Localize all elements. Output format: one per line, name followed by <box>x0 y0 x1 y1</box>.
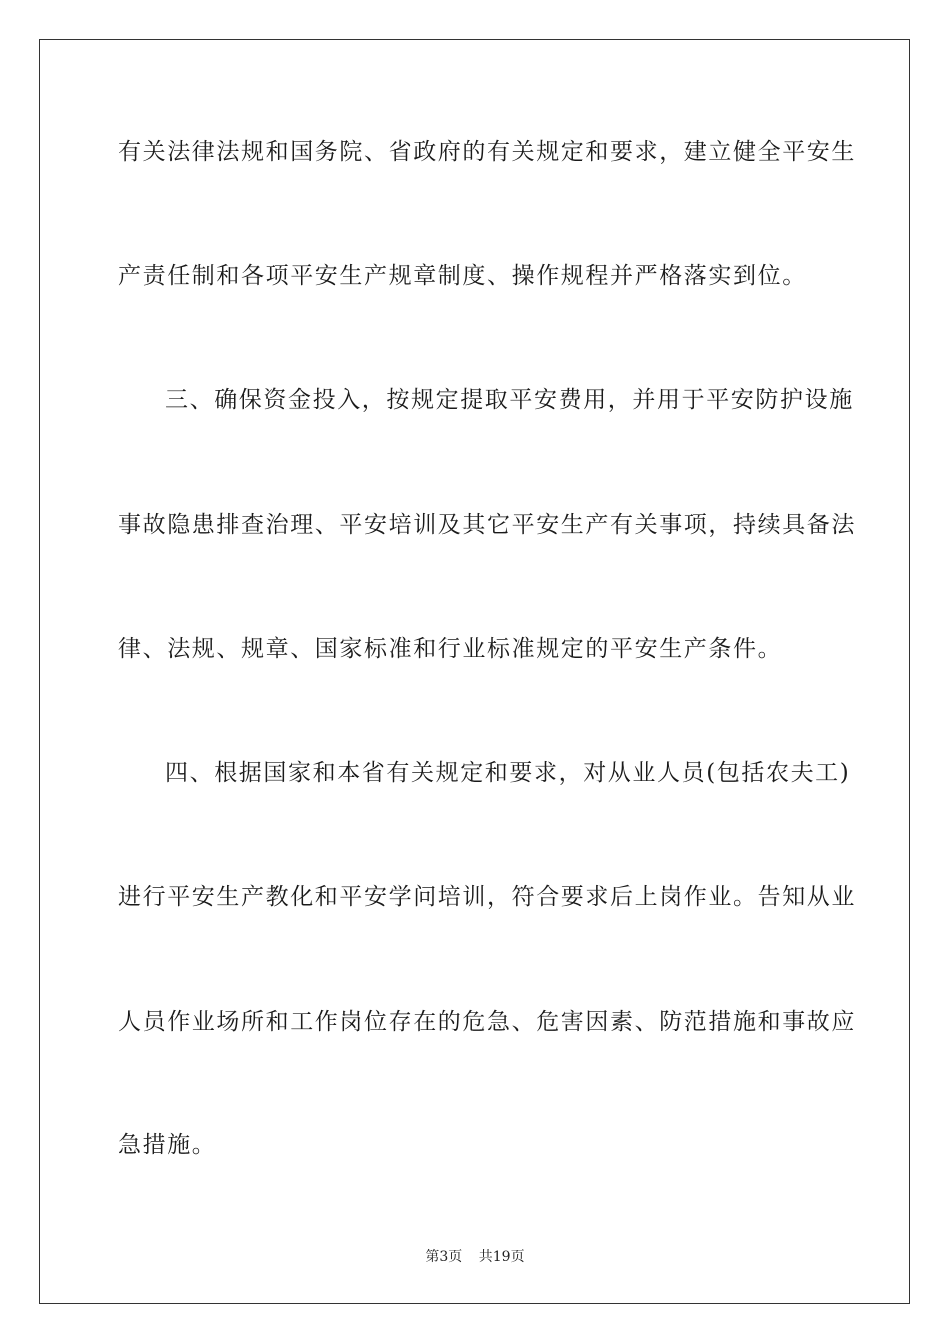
page-total: 共19页 <box>478 1249 525 1265</box>
paragraph-line: 急措施。 <box>118 1132 217 1158</box>
paragraph-line: 四、根据国家和本省有关规定和要求，对从业人员(包括农夫工) <box>165 760 851 786</box>
paragraph-line: 人员作业场所和工作岗位存在的危急、危害因素、防范措施和事故应 <box>118 1009 856 1035</box>
paragraph-line: 产责任制和各项平安生产规章制度、操作规程并严格落实到位。 <box>118 263 807 289</box>
paragraph-line: 事故隐患排查治理、平安培训及其它平安生产有关事项，持续具备法 <box>118 512 856 538</box>
paragraph-line: 有关法律法规和国务院、省政府的有关规定和要求，建立健全平安生 <box>118 139 856 165</box>
page-footer <box>0 1248 950 1266</box>
paragraph-line: 律、法规、规章、国家标准和行业标准规定的平安生产条件。 <box>118 636 783 662</box>
page-number: 第3页 <box>425 1249 463 1265</box>
page-border <box>39 39 910 1304</box>
paragraph-line: 三、确保资金投入，按规定提取平安费用，并用于平安防护设施 <box>165 387 854 413</box>
paragraph-line: 进行平安生产教化和平安学问培训，符合要求后上岗作业。告知从业 <box>118 884 856 910</box>
